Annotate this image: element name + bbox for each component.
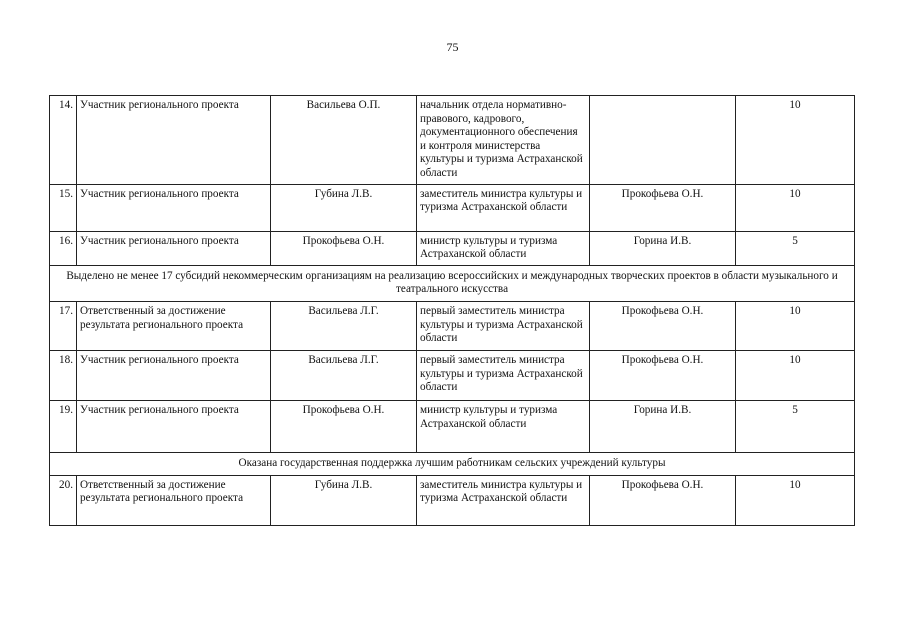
- position-cell: первый заместитель министра культуры и туризма Астраханской области: [417, 350, 590, 400]
- role-cell: Участник регионального проекта: [77, 96, 271, 185]
- position-cell: министр культуры и туризма Астраханской области: [417, 231, 590, 265]
- row-number: 19.: [50, 400, 77, 452]
- table-row: [50, 475, 855, 525]
- row-number: 18.: [50, 350, 77, 400]
- page-number: 75: [446, 40, 459, 54]
- value-cell: 10: [736, 184, 855, 231]
- position-cell: заместитель министра культуры и туризма Астраханской области: [417, 475, 590, 525]
- value-cell: 5: [736, 231, 855, 265]
- position-cell: начальник отдела нормативно-правового, кадрового, документационного обеспечения и контроля министерства культуры и туризма Астраханской области: [417, 96, 590, 185]
- table-row: [50, 400, 855, 452]
- supervisor-cell: Прокофьева О.Н.: [590, 301, 736, 350]
- table-row: [50, 350, 855, 400]
- value-cell: 10: [736, 475, 855, 525]
- section-header-row: [50, 452, 855, 475]
- responsible-cell: Васильева Л.Г.: [271, 350, 417, 400]
- responsible-cell: Прокофьева О.Н.: [271, 400, 417, 452]
- responsible-cell: Губина Л.В.: [271, 184, 417, 231]
- value-cell: 10: [736, 301, 855, 350]
- position-cell: первый заместитель министра культуры и туризма Астраханской области: [417, 301, 590, 350]
- responsible-cell: Васильева О.П.: [271, 96, 417, 185]
- participants-table: [49, 95, 855, 526]
- section-header-row: [50, 265, 855, 301]
- supervisor-cell: Горина И.В.: [590, 231, 736, 265]
- row-number: 16.: [50, 231, 77, 265]
- supervisor-cell: [590, 96, 736, 185]
- responsible-cell: Губина Л.В.: [271, 475, 417, 525]
- table-row: [50, 301, 855, 350]
- role-cell: Участник регионального проекта: [77, 350, 271, 400]
- supervisor-cell: Прокофьева О.Н.: [590, 350, 736, 400]
- position-cell: заместитель министра культуры и туризма Астраханской области: [417, 184, 590, 231]
- role-cell: Участник регионального проекта: [77, 231, 271, 265]
- supervisor-cell: Прокофьева О.Н.: [590, 184, 736, 231]
- supervisor-cell: Прокофьева О.Н.: [590, 475, 736, 525]
- value-cell: 10: [736, 350, 855, 400]
- supervisor-cell: Горина И.В.: [590, 400, 736, 452]
- responsible-cell: Васильева Л.Г.: [271, 301, 417, 350]
- row-number: 20.: [50, 475, 77, 525]
- role-cell: Участник регионального проекта: [77, 400, 271, 452]
- section-title: Выделено не менее 17 субсидий некоммерческим организациям на реализацию всероссийских и международных творческих проектов в области музыкального и театрального искусства: [50, 265, 855, 301]
- section-title: Оказана государственная поддержка лучшим работникам сельских учреждений культуры: [50, 452, 855, 475]
- value-cell: 5: [736, 400, 855, 452]
- responsible-cell: Прокофьева О.Н.: [271, 231, 417, 265]
- row-number: 15.: [50, 184, 77, 231]
- position-cell: министр культуры и туризма Астраханской области: [417, 400, 590, 452]
- table-row: [50, 96, 855, 185]
- row-number: 17.: [50, 301, 77, 350]
- role-cell: Ответственный за достижение результата регионального проекта: [77, 475, 271, 525]
- row-number: 14.: [50, 96, 77, 185]
- table-row: [50, 231, 855, 265]
- role-cell: Участник регионального проекта: [77, 184, 271, 231]
- table-row: [50, 184, 855, 231]
- role-cell: Ответственный за достижение результата регионального проекта: [77, 301, 271, 350]
- value-cell: 10: [736, 96, 855, 185]
